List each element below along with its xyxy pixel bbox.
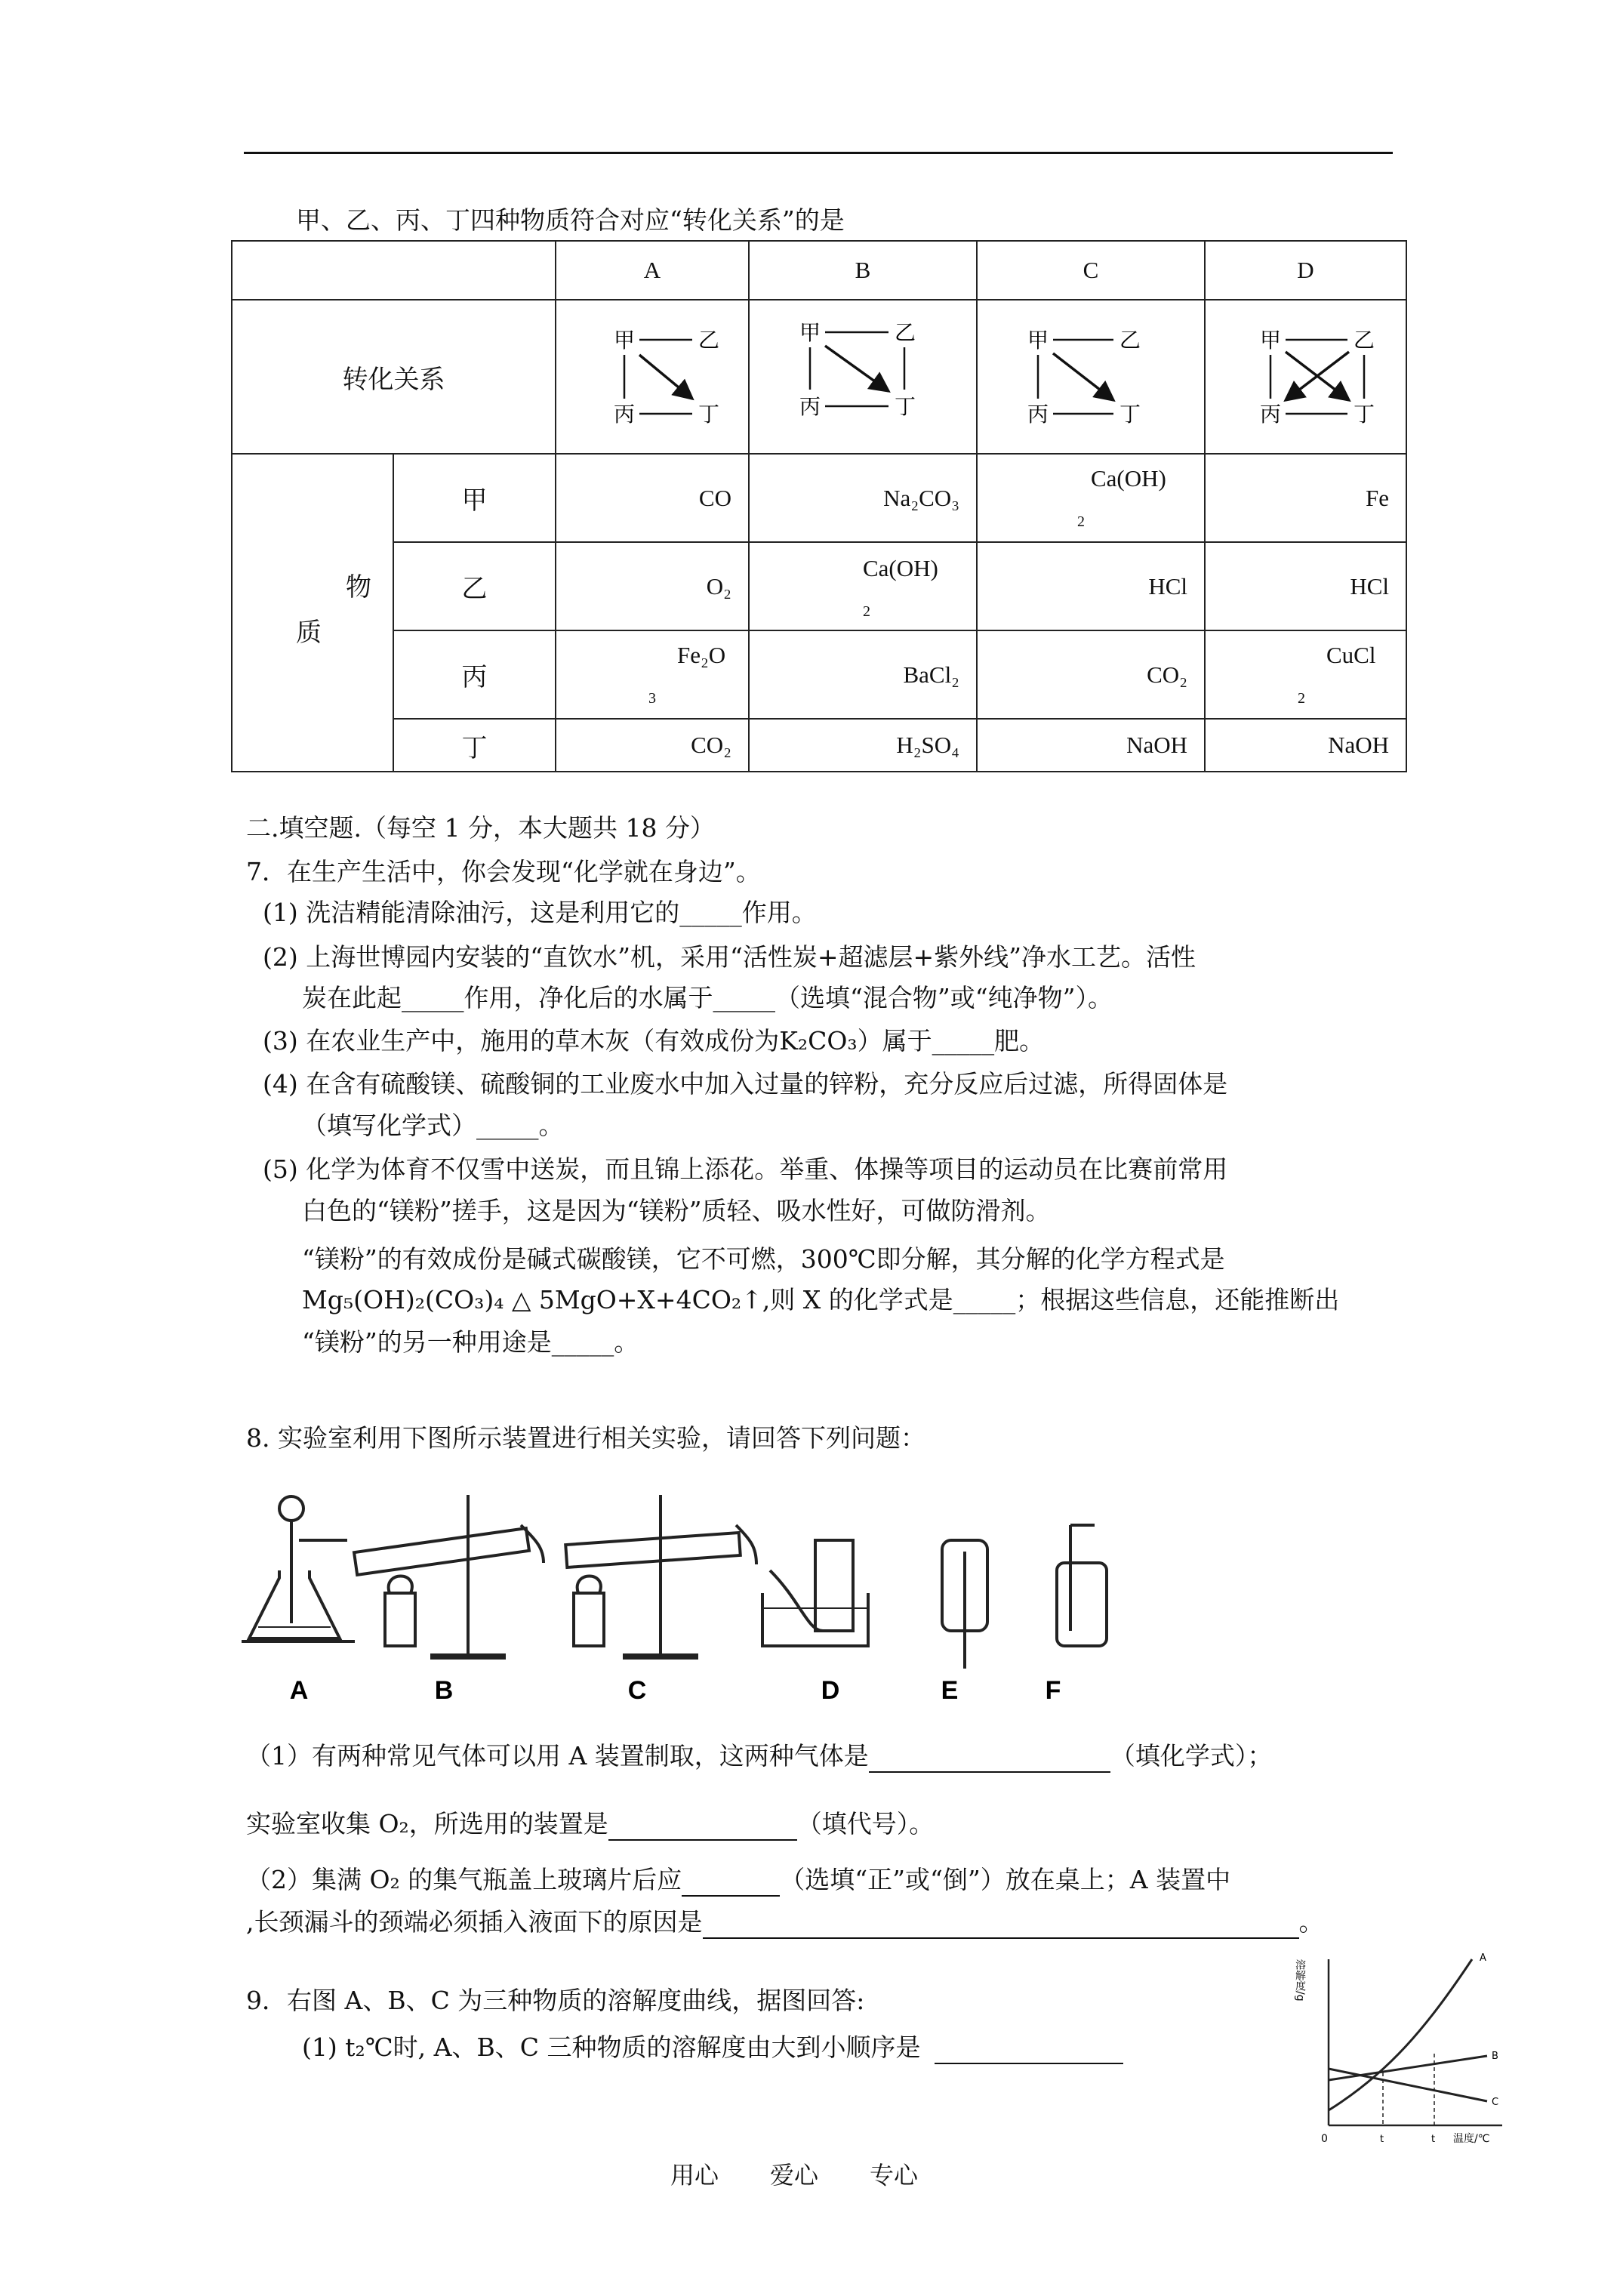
cell-a-bing-sub: 3 <box>648 690 656 707</box>
q8-part2-line2 <box>246 1906 1324 1939</box>
node-jia: 甲 <box>614 328 636 353</box>
node-bing: 丙 <box>614 402 636 427</box>
cell-b-yi-main: Ca(OH) <box>863 555 938 581</box>
cell-c-bing: CO₂ <box>977 630 1205 719</box>
q7-part5-line4: Mg₅(OH)₂(CO₃)₄ △ 5MgO+X+4CO₂↑,则 X 的化学式是_____；根据这些信息，还能推断出 <box>302 1285 1340 1314</box>
solubility-graph <box>1294 1944 1525 2171</box>
node-jia: 甲 <box>1260 328 1282 353</box>
graph-t2: t <box>1431 2134 1436 2145</box>
cell-d-bing-main: CuCl <box>1326 642 1376 668</box>
q9-part1-text: (1) t₂℃时, A、B、C 三种物质的溶解度由大到小顺序是 <box>302 2032 921 2062</box>
section-heading: 二.填空题.（每空 1 分，本大题共 18 分） <box>246 813 715 843</box>
apparatus-label-e: E <box>941 1676 959 1705</box>
relation-label: 转化关系 <box>232 300 556 454</box>
apparatus-label-b: B <box>434 1676 454 1705</box>
q7-part2-line2: 炭在此起_____作用，净化后的水属于_____（选填“混合物”或“纯净物”）。 <box>302 983 1113 1012</box>
q7-part3: (3) 在农业生产中，施用的草木灰（有效成份为K₂CO₃）属于_____肥。 <box>263 1026 1045 1056</box>
q7-stem: 7．在生产生活中，你会发现“化学就在身边”。 <box>246 857 761 886</box>
substance-label-wu: 物 <box>346 572 371 603</box>
substance-label-zhi: 质 <box>296 618 322 648</box>
corner-cell <box>232 241 556 300</box>
cell-a-bing-main: Fe₂O <box>677 642 726 668</box>
graph-t1: t <box>1380 2134 1384 2145</box>
answer-blank-order[interactable] <box>935 2039 1123 2064</box>
header-rule <box>244 152 1393 154</box>
node-jia: 甲 <box>799 320 821 345</box>
node-bing: 丙 <box>1260 402 1282 427</box>
node-yi: 乙 <box>698 328 720 353</box>
relation-diagram-a <box>556 300 749 454</box>
node-bing: 丙 <box>1027 402 1049 427</box>
node-ding: 丁 <box>1119 402 1141 427</box>
option-b-header: B <box>749 241 977 300</box>
apparatus-figure <box>242 1480 1117 1706</box>
q8-stem: 8. 实验室利用下图所示装置进行相关实验，请回答下列问题： <box>246 1423 925 1453</box>
apparatus-label-d: D <box>821 1676 840 1705</box>
q8-part2-line1 <box>246 1863 1230 1897</box>
cell-b-yi <box>749 542 977 630</box>
q8-part1-line2 <box>246 1808 934 1841</box>
node-yi: 乙 <box>895 320 916 345</box>
node-jia: 甲 <box>1027 328 1049 353</box>
cell-c-ding: NaOH <box>977 719 1205 772</box>
apparatus-label-c: C <box>627 1676 647 1705</box>
q8-part2-line1-pre: （2）集满 O₂ 的集气瓶盖上玻璃片后应 <box>246 1865 682 1894</box>
cell-c-jia <box>977 454 1205 542</box>
curve-label-c: C <box>1492 2097 1499 2108</box>
option-d-header: D <box>1205 241 1406 300</box>
graph-origin: 0 <box>1321 2133 1328 2145</box>
cell-a-ding: CO₂ <box>556 719 749 772</box>
cell-c-jia-main: Ca(OH) <box>1091 465 1166 492</box>
relation-diagram-b <box>749 300 977 454</box>
q7-part5-line2: 白色的“镁粉”搓手，这是因为“镁粉”质轻、吸水性好，可做防滑剂。 <box>302 1196 1051 1225</box>
graph-ylabel: 溶解度/g <box>1294 1959 1306 2002</box>
row-label-ding: 丁 <box>393 719 556 772</box>
conversion-table <box>231 240 1407 772</box>
q8-part1-line1 <box>246 1740 1272 1773</box>
question-intro: 甲、乙、丙、丁四种物质符合对应“转化关系”的是 <box>296 205 845 235</box>
relation-diagram-c <box>977 300 1205 454</box>
node-ding: 丁 <box>1354 402 1375 427</box>
cell-b-bing: BaCl₂ <box>749 630 977 719</box>
answer-blank-collect-device[interactable] <box>608 1815 797 1841</box>
answer-blank-gases[interactable] <box>869 1747 1110 1773</box>
curve-label-a: A <box>1480 1952 1486 1964</box>
row-label-yi: 乙 <box>393 542 556 630</box>
q8-part1-line1-post: （填化学式）； <box>1110 1741 1273 1771</box>
cell-d-jia: Fe <box>1205 454 1406 542</box>
q7-part4-line1: (4) 在含有硫酸镁、硫酸铜的工业废水中加入过量的锌粉，充分反应后过滤，所得固体是 <box>263 1069 1228 1099</box>
row-label-bing: 丙 <box>393 630 556 719</box>
apparatus-label-a: A <box>289 1676 309 1705</box>
node-yi: 乙 <box>1354 328 1375 353</box>
node-ding: 丁 <box>698 402 720 427</box>
cell-a-jia: CO <box>556 454 749 542</box>
footer-word-2: 爱心 <box>770 2161 819 2190</box>
cell-b-ding: H₂SO₄ <box>749 719 977 772</box>
option-a-header: A <box>556 241 749 300</box>
q7-part4-line2: （填写化学式）_____。 <box>302 1111 564 1140</box>
curve-label-b: B <box>1492 2051 1498 2062</box>
q7-part5-line1: (5) 化学为体育不仅雪中送炭，而且锦上添花。举重、体操等项目的运动员在比赛前常用 <box>263 1154 1228 1184</box>
graph-xlabel: 温度/℃ <box>1453 2133 1490 2145</box>
q7-part1: (1) 洗洁精能清除油污，这是利用它的_____作用。 <box>263 898 817 927</box>
q8-part1-line2-post: （填代号）。 <box>796 1809 935 1838</box>
q9-stem: 9．右图 A、B、C 为三种物质的溶解度曲线，据图回答: <box>246 1986 865 2015</box>
footer-word-1: 用心 <box>670 2161 719 2190</box>
cell-b-jia: Na₂CO₃ <box>749 454 977 542</box>
cell-c-yi: HCl <box>977 542 1205 630</box>
answer-blank-orientation[interactable] <box>682 1871 780 1897</box>
q8-part2-line1-post: （选填“正”或“倒”）放在桌上；A 装置中 <box>780 1865 1231 1894</box>
q8-part2-line2-post: 。 <box>1298 1907 1324 1937</box>
q8-part1-line2-pre: 实验室收集 O₂，所选用的装置是 <box>246 1809 608 1838</box>
q7-part5-line5: “镁粉”的另一种用途是_____。 <box>302 1327 639 1357</box>
q7-part2-line1: (2) 上海世博园内安装的“直饮水”机，采用“活性炭+超滤层+紫外线”净水工艺。活性 <box>263 942 1196 972</box>
cell-d-yi: HCl <box>1205 542 1406 630</box>
apparatus-label-f: F <box>1045 1676 1061 1705</box>
relation-diagram-d <box>1205 300 1406 454</box>
node-yi: 乙 <box>1119 328 1141 353</box>
option-c-header: C <box>977 241 1205 300</box>
footer-word-3: 专心 <box>870 2161 919 2190</box>
q7-part5-line3: “镁粉”的有效成份是碱式碳酸镁，它不可燃，300℃即分解，其分解的化学方程式是 <box>302 1244 1225 1274</box>
cell-d-bing-sub: 2 <box>1298 690 1305 707</box>
q8-part1-line1-pre: （1）有两种常见气体可以用 A 装置制取，这两种气体是 <box>246 1741 869 1771</box>
cell-b-yi-sub: 2 <box>863 603 870 620</box>
cell-a-bing <box>556 630 749 719</box>
answer-blank-reason[interactable] <box>703 1913 1299 1939</box>
row-label-jia: 甲 <box>393 454 556 542</box>
node-ding: 丁 <box>895 394 916 419</box>
cell-a-yi: O₂ <box>556 542 749 630</box>
cell-d-ding: NaOH <box>1205 719 1406 772</box>
cell-c-jia-sub: 2 <box>1077 513 1085 530</box>
q9-part1 <box>302 2031 1123 2064</box>
node-bing: 丙 <box>799 394 821 419</box>
cell-d-bing <box>1205 630 1406 719</box>
substance-label-cell <box>232 454 393 772</box>
q8-part2-line2-pre: ,长颈漏斗的颈端必须插入液面下的原因是 <box>246 1907 703 1937</box>
